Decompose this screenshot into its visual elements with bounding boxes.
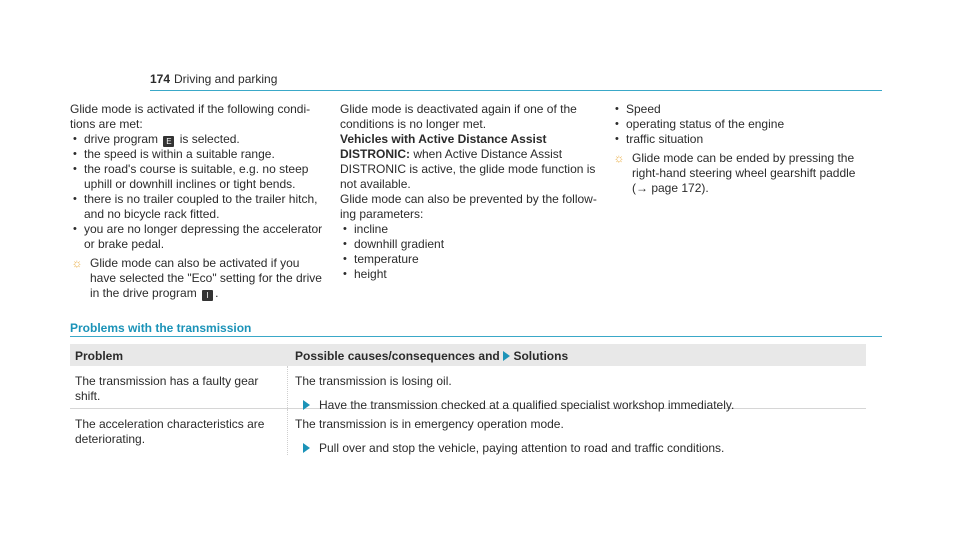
info-note-icon: ☼ xyxy=(613,151,625,165)
list-item: • height xyxy=(340,267,598,282)
table-row xyxy=(70,409,866,455)
page-header xyxy=(150,72,882,91)
column-left xyxy=(70,102,328,301)
list-item: • temperature xyxy=(340,252,598,267)
deactivation-text: Glide mode is deactivated again if one of the conditions is no longer met. xyxy=(340,102,577,131)
paddle-note: ☼ Glide mode can be ended by pressing the right-hand steering wheel gearshift paddle (→ page 172). xyxy=(613,151,856,195)
page-section-title: Driving and parking xyxy=(174,72,278,86)
section-title: Problems with the transmission xyxy=(70,321,882,337)
problem-cell: The transmission has a faulty gear shift. xyxy=(75,374,259,403)
distronic-paragraph: Vehicles with Active Distance Assist DISTRONIC: when Active Distance Assist DISTRONIC is active, the glide mode function is not available. xyxy=(340,132,596,191)
column-right xyxy=(612,102,874,196)
eco-note: ☼ Glide mode can also be activated if you have selected the "Eco" setting for the drive in the drive program I . xyxy=(71,256,322,300)
parameters-list xyxy=(340,222,598,282)
list-item: • drive program E is selected. xyxy=(70,132,328,147)
prevention-text: Glide mode can also be prevented by the follow- ing parameters: xyxy=(340,192,597,221)
list-item: • Speed xyxy=(612,102,874,117)
causes-cell: The transmission is in emergency operation mode. Pull over and stop the vehicle, paying attention to road and traffic conditions. xyxy=(295,417,865,456)
info-note-icon: ☼ xyxy=(71,256,83,270)
column-middle xyxy=(340,102,598,282)
drive-program-e-icon: E xyxy=(163,136,174,147)
play-arrow-icon xyxy=(503,351,510,361)
glide-intro: Glide mode is activated if the following condi- tions are met: xyxy=(70,102,311,131)
page-number: 174 xyxy=(150,72,171,86)
solution-step: Have the transmission checked at a qualified specialist workshop immediately. xyxy=(295,398,865,413)
table-row xyxy=(70,366,866,412)
column-header-problem: Problem xyxy=(75,349,124,363)
list-item: • the speed is within a suitable range. xyxy=(70,147,328,162)
list-item: • the road's course is suitable, e.g. no steep uphill or downhill inclines or tight bends. xyxy=(70,162,328,192)
play-arrow-icon xyxy=(303,443,310,453)
drive-program-i-icon: I xyxy=(202,290,213,301)
list-item: • downhill gradient xyxy=(340,237,598,252)
solution-step: Pull over and stop the vehicle, paying attention to road and traffic conditions. xyxy=(295,441,865,456)
glide-conditions-list xyxy=(70,132,328,252)
list-item: • you are no longer depressing the accelerator or brake pedal. xyxy=(70,222,328,252)
list-item: • there is no trailer coupled to the trailer hitch, and no bicycle rack fitted. xyxy=(70,192,328,222)
list-item: • traffic situation xyxy=(612,132,874,147)
problem-cell: The acceleration characteristics are deteriorating. xyxy=(75,417,265,446)
table-header xyxy=(70,344,866,366)
column-header-causes: Possible causes/consequences and Solutions xyxy=(295,349,569,363)
causes-cell: The transmission is losing oil. Have the transmission checked at a qualified specialist workshop immediately. xyxy=(295,374,865,413)
distronic-label: Vehicles with Active Distance Assist DISTRONIC: xyxy=(340,132,547,161)
list-item: • incline xyxy=(340,222,598,237)
parameters-list-continued xyxy=(612,102,874,147)
problems-table xyxy=(70,344,866,455)
list-item: • operating status of the engine xyxy=(612,117,874,132)
